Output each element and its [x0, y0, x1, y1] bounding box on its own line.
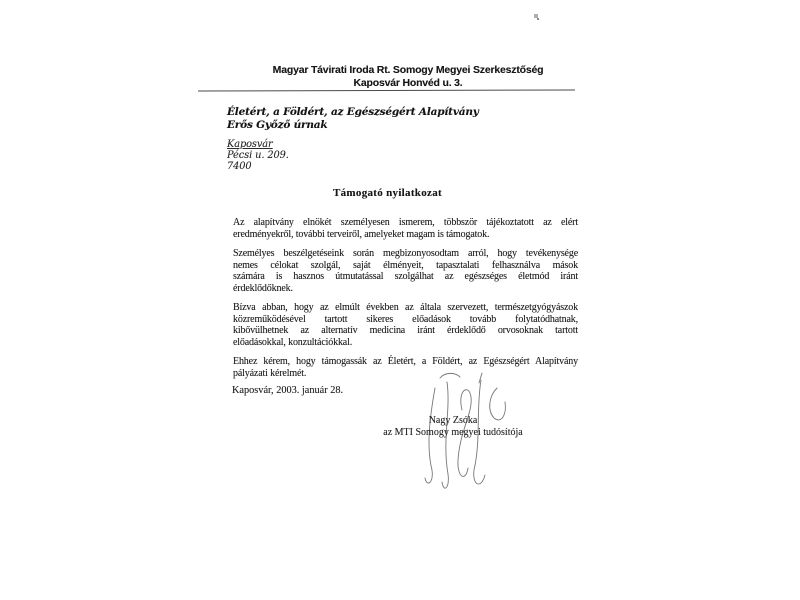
signature-block	[353, 415, 553, 439]
paragraph	[233, 302, 578, 348]
paragraph-line: közreműködésével tartott sikeres előadások tovább folytatódhatnak,	[233, 313, 578, 325]
recipient-block	[227, 106, 479, 173]
paragraph-line: előadásokkal, konzultációkkal.	[233, 336, 353, 348]
signer-role: az MTI Somogy megyei tudósítója	[383, 427, 523, 438]
paragraph-line: Személyes beszélgetéseink során megbizonyosodtam arról, hogy tevékenysége	[233, 248, 578, 259]
spacer	[227, 131, 479, 139]
scan-artifact-speck	[534, 14, 538, 18]
paragraph-line: Ehhez kérem, hogy támogassák az Életért, a Földért, az Egészségért Alapítvány	[233, 356, 578, 367]
paragraph	[233, 217, 578, 240]
paragraph-line: eredményekről, további terveiről, amelyeket magam is támogatok.	[233, 228, 490, 240]
paragraph-line: kibővülhetnek az alternatív medicina iránt érdeklődő orvosoknak tartott	[233, 325, 578, 336]
paragraph-line: számára is hasznos útmutatással szolgálhat az egészséges életmód iránt	[233, 271, 578, 282]
recipient-city: Kaposvár	[227, 139, 273, 150]
paragraph-line: pályázati kérelmét.	[233, 367, 307, 379]
date-line: Kaposvár, 2003. január 28.	[232, 385, 344, 396]
letterhead-address: Kaposvár Honvéd u. 3.	[353, 76, 463, 89]
paragraph	[233, 248, 578, 294]
recipient-postal-code: 7400	[227, 161, 252, 173]
letterhead	[185, 64, 631, 89]
letterhead-organization: Magyar Távirati Iroda Rt. Somogy Megyei Szerkesztőség	[272, 64, 544, 76]
signer-name: Nagy Zsóka	[428, 415, 478, 426]
paragraph-line: Az alapítvány elnökét személyesen ismerem, többször tájékoztatott az elért	[233, 217, 578, 228]
body-paragraphs	[233, 217, 578, 387]
paragraph-line: Bízva abban, hogy az elmúlt években az általa szervezett, természetgyógyászok	[233, 302, 578, 313]
recipient-street: Pécsi u. 209.	[227, 150, 289, 162]
paragraph-line: érdeklődőknek.	[233, 282, 293, 294]
recipient-organization: Életért, a Földért, az Egészségért Alapítvány	[227, 106, 479, 118]
document-title: Támogató nyilatkozat	[333, 187, 442, 199]
letterhead-divider	[198, 90, 575, 92]
recipient-person: Erős Győző úrnak	[227, 118, 328, 131]
paragraph-line: nemes célokat szolgál, saját élményeit, tapasztalati felhasználva mások	[233, 259, 578, 271]
